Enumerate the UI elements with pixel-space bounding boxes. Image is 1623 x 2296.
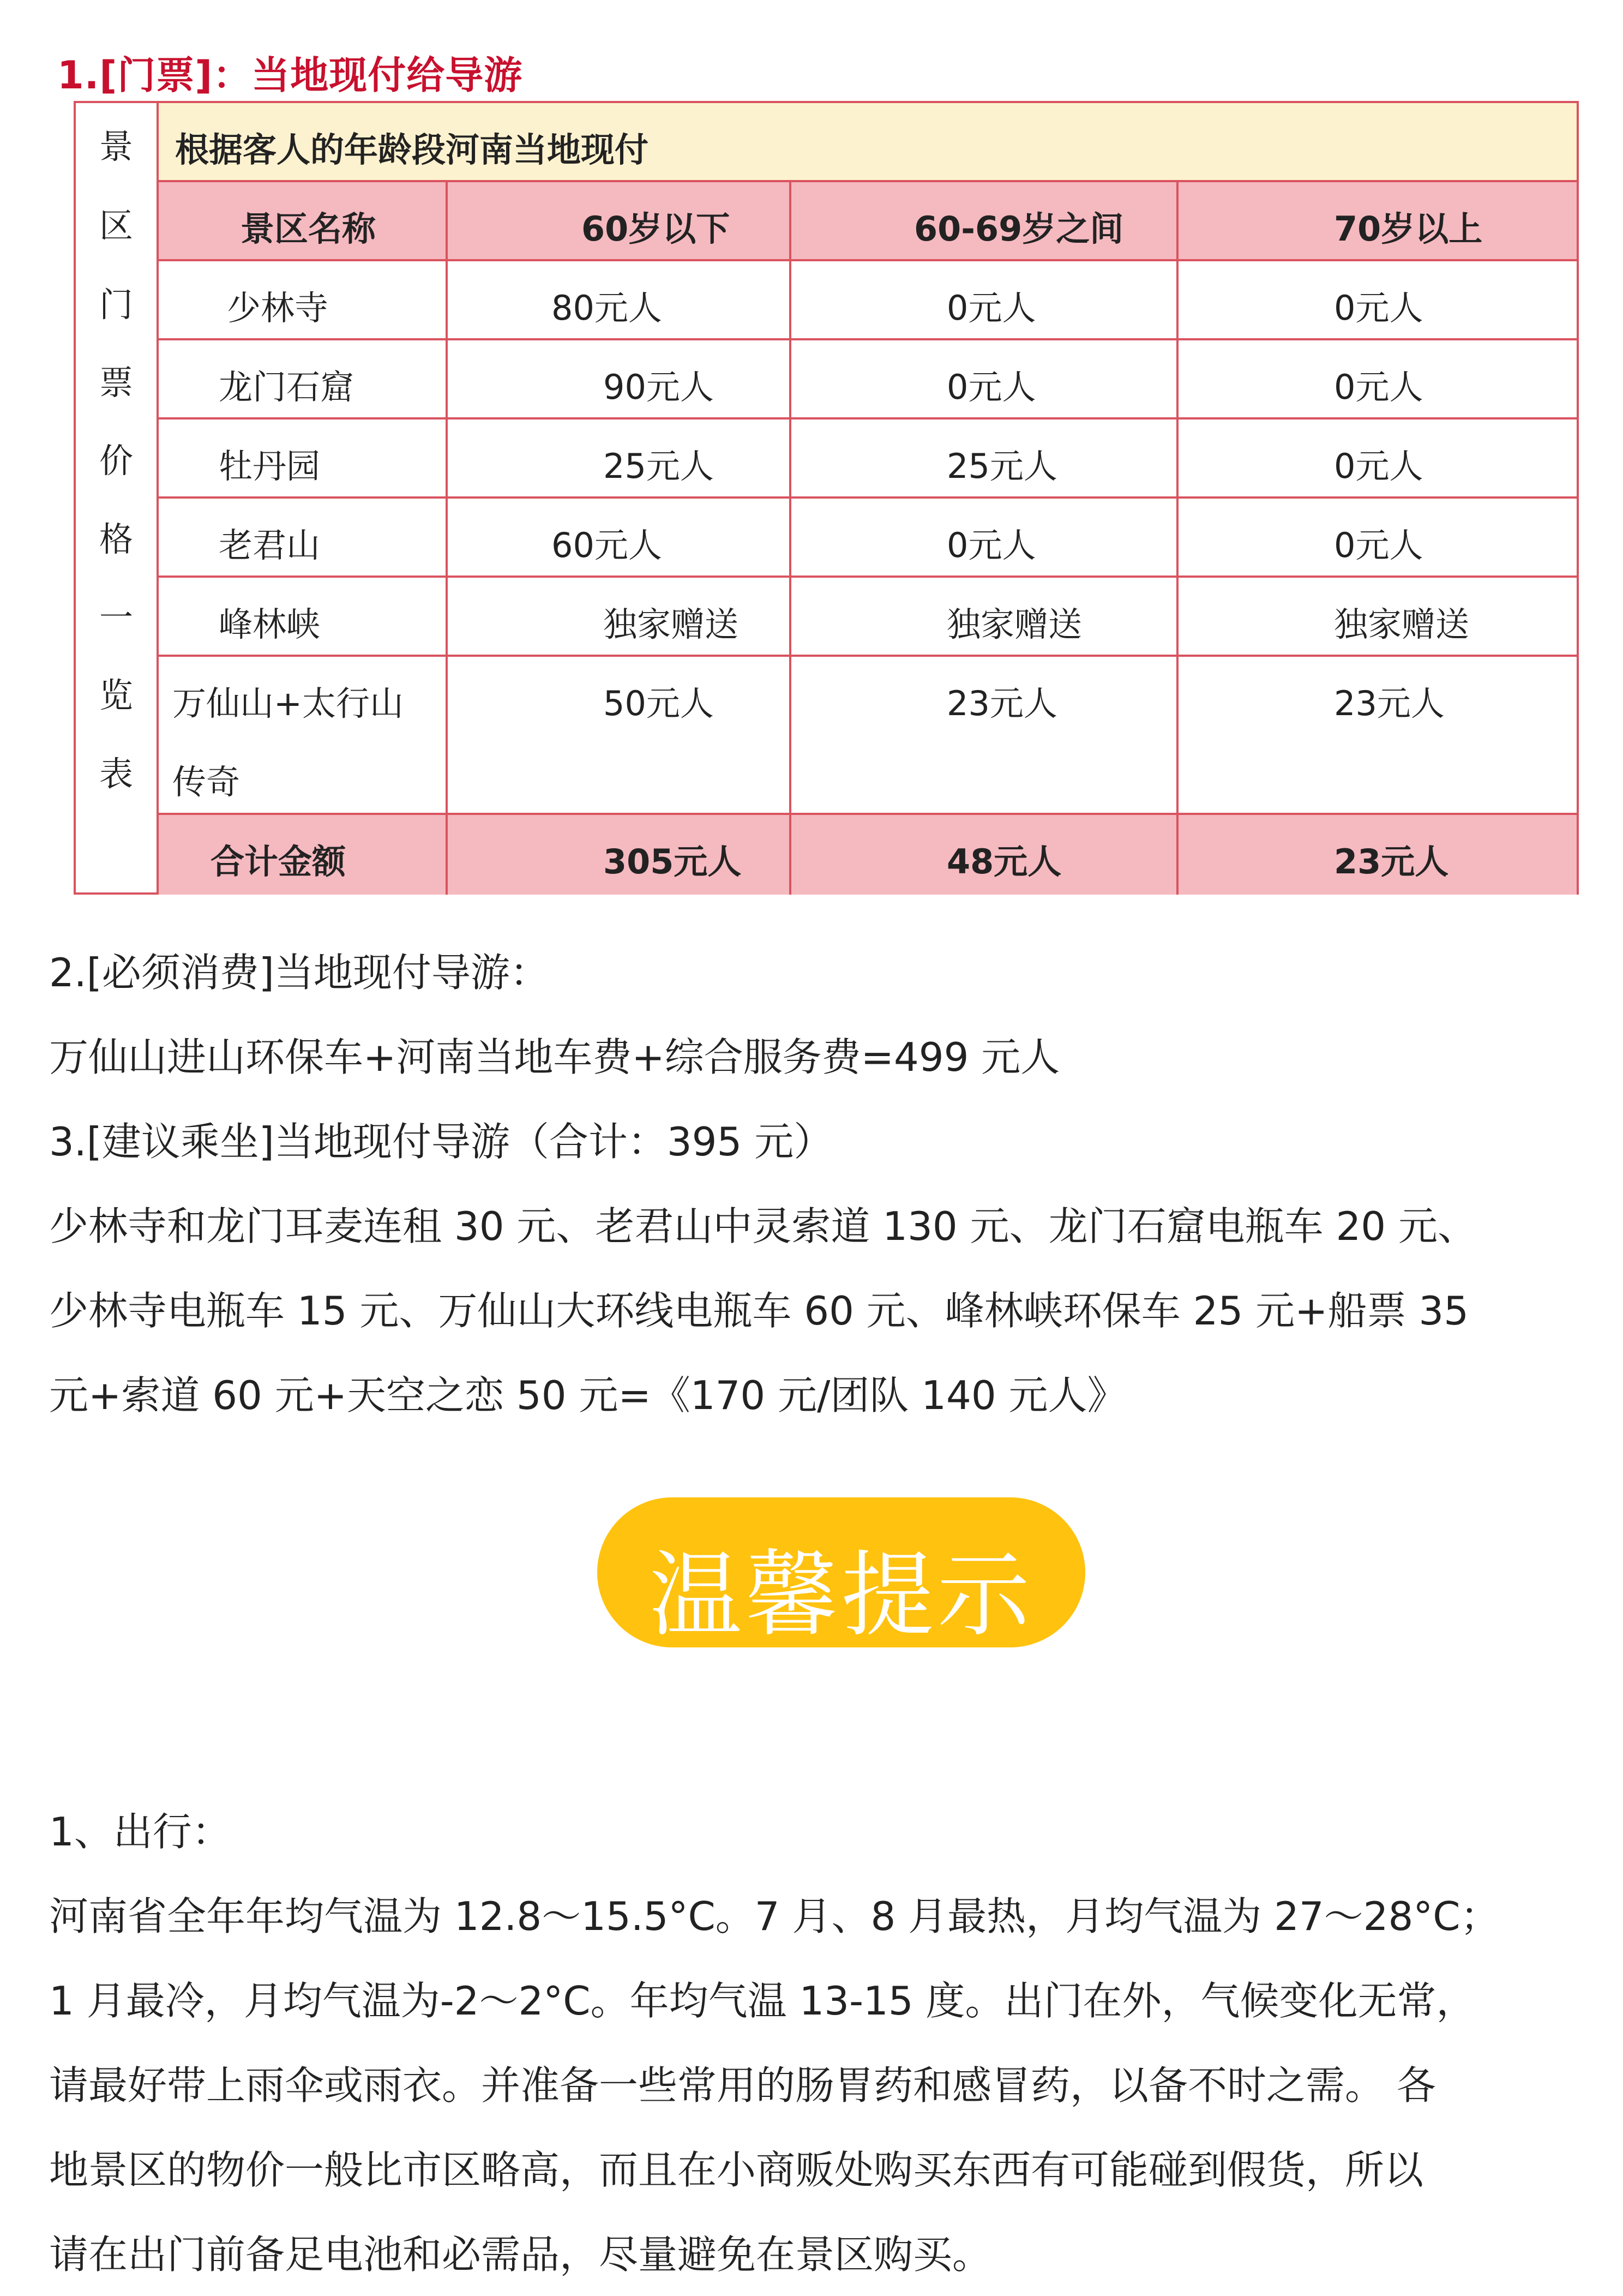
- side-label-char: 景: [99, 127, 133, 166]
- cell-60-69: 独家赠送: [791, 578, 1179, 655]
- side-label-char: 一: [99, 597, 133, 637]
- cell-under60: 50元人: [448, 657, 791, 813]
- total-under60: 305元人: [448, 815, 791, 895]
- side-label-char: 门: [99, 285, 133, 325]
- row-name: 牡丹园: [159, 419, 448, 496]
- tip-heading-travel: 1、出行：: [49, 1809, 231, 1855]
- ticket-price-table: [74, 101, 1579, 895]
- side-label-char: 区: [99, 206, 133, 245]
- side-label-char: 价: [99, 441, 133, 481]
- column-header: 60-69岁之间: [791, 182, 1179, 259]
- side-label-char: 票: [99, 363, 133, 403]
- table-caption-band: [159, 103, 1577, 182]
- column-header: 60岁以下: [448, 182, 791, 259]
- cell-60-69: 0元人: [791, 261, 1179, 338]
- table-row: [159, 578, 1577, 657]
- table-total-row: [159, 815, 1577, 895]
- table-caption: 根据客人的年龄段河南当地现付: [175, 130, 649, 170]
- table-row: [159, 499, 1577, 578]
- table-row: [159, 261, 1577, 340]
- cell-60-69: 0元人: [791, 499, 1179, 576]
- cell-over70: 0元人: [1334, 446, 1423, 486]
- cell-over70: 独家赠送: [1334, 604, 1470, 644]
- cell-under60: 独家赠送: [448, 578, 791, 655]
- tips-banner-label: 温馨提示: [649, 1542, 1033, 1650]
- mandatory-fees-heading: 2.[必须消费]当地现付导游：: [49, 950, 549, 996]
- table-side-label: [76, 103, 159, 892]
- cell-over70: 0元人: [1334, 525, 1423, 565]
- side-label-char: 表: [99, 754, 133, 794]
- table-row: [159, 657, 1577, 815]
- tip-line: 河南省全年年均气温为 12.8～15.5°C。7 月、8 月最热，月均气温为 27～28°C；: [49, 1893, 1500, 1939]
- total-over70: 23元人: [1334, 842, 1449, 882]
- table-row: [159, 419, 1577, 499]
- row-name: 峰林峡: [159, 578, 448, 655]
- cell-60-69: 23元人: [791, 657, 1179, 813]
- cell-60-69: 25元人: [791, 419, 1179, 496]
- tips-banner: [597, 1497, 1085, 1650]
- table-header-row: [159, 182, 1577, 261]
- row-name: 龙门石窟: [159, 340, 448, 417]
- row-name: 少林寺: [159, 261, 448, 338]
- side-label-char: 览: [99, 675, 133, 715]
- cell-over70: 23元人: [1334, 684, 1445, 723]
- row-name: 万仙山+太行山 传奇: [159, 657, 448, 813]
- column-header: 景区名称: [159, 182, 448, 259]
- cell-60-69: 0元人: [791, 340, 1179, 417]
- side-label-char: 格: [99, 519, 133, 559]
- cell-under60: 25元人: [448, 419, 791, 496]
- tip-line: 请在出门前备足电池和必需品，尽量避免在景区购买。: [49, 2232, 992, 2277]
- mandatory-fees-line: 万仙山进山环保车+河南当地车费+综合服务费=499 元人: [49, 1034, 1060, 1080]
- suggested-rides-heading: 3.[建议乘坐]当地现付导游（合计：395 元）: [49, 1119, 833, 1165]
- cell-under60: 60元人: [448, 499, 791, 576]
- row-name: 老君山: [159, 499, 448, 576]
- total-label: 合计金额: [159, 815, 448, 895]
- suggested-rides-line: 少林寺电瓶车 15 元、万仙山大环线电瓶车 60 元、峰林峡环保车 25 元+船票 35: [49, 1288, 1469, 1334]
- tip-line: 请最好带上雨伞或雨衣。并准备一些常用的肠胃药和感冒药，以备不时之需。 各: [49, 2063, 1436, 2108]
- column-header: 70岁以上: [1334, 209, 1483, 249]
- cell-under60: 90元人: [448, 340, 791, 417]
- tip-line: 地景区的物价一般比市区略高，而且在小商贩处购买东西有可能碰到假货，所以: [49, 2147, 1424, 2193]
- cell-under60: 80元人: [448, 261, 791, 338]
- suggested-rides-line: 少林寺和龙门耳麦连租 30 元、老君山中灵索道 130 元、龙门石窟电瓶车 20 元、: [49, 1203, 1477, 1249]
- total-60-69: 48元人: [791, 815, 1179, 895]
- suggested-rides-line: 元+索道 60 元+天空之恋 50 元=《170 元/团队 140 元人》: [49, 1372, 1127, 1418]
- table-row: [159, 340, 1577, 419]
- cell-over70: 0元人: [1334, 367, 1423, 407]
- tip-line: 1 月最冷，月均气温为-2～2°C。年均气温 13-15 度。出门在外，气候变化无常，: [49, 1978, 1476, 2024]
- cell-over70: 0元人: [1334, 288, 1423, 328]
- section-title-tickets: 1.[门票]：当地现付给导游: [57, 53, 523, 98]
